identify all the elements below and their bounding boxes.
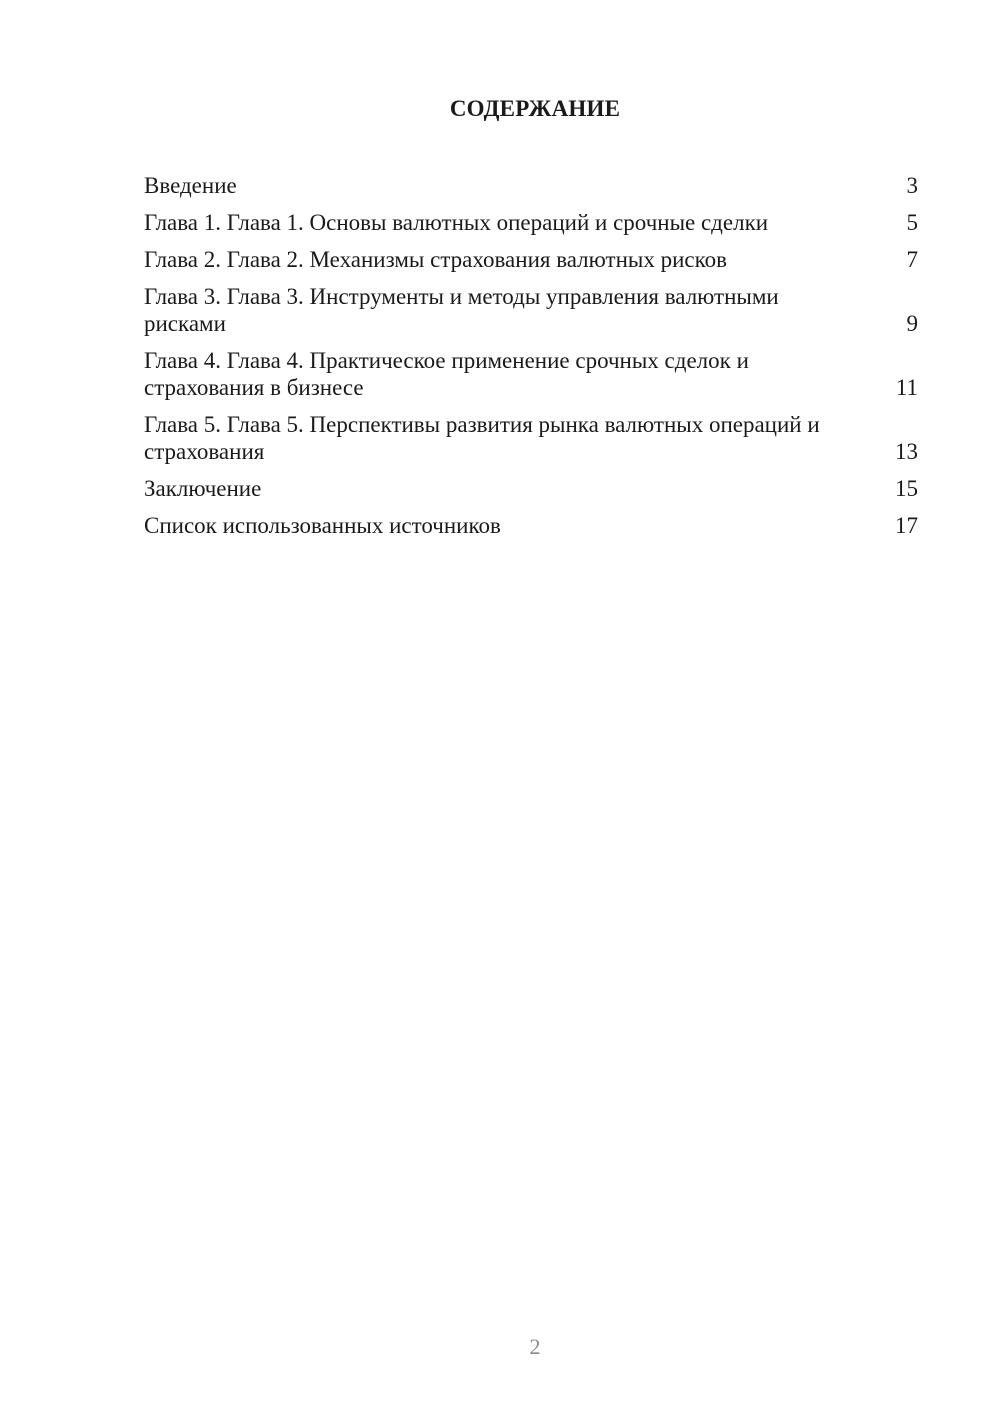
toc-entry-chapter-1 bbox=[144, 209, 918, 236]
toc-entry-references bbox=[144, 512, 918, 539]
toc-entry-chapter-2 bbox=[144, 246, 918, 273]
toc-entry-label: Глава 4. Глава 4. Практическое применение срочных сделок и страхования в бизнесе bbox=[144, 348, 749, 400]
table-of-contents bbox=[144, 172, 918, 549]
toc-entry-label: Заключение bbox=[144, 476, 262, 501]
toc-entry-page: 5 bbox=[906, 210, 918, 235]
toc-entry-label: Список использованных источников bbox=[144, 513, 501, 538]
toc-entry-chapter-3 bbox=[144, 283, 918, 337]
toc-entry-introduction bbox=[144, 172, 918, 199]
toc-entry-chapter-4 bbox=[144, 347, 918, 401]
toc-entry-page: 7 bbox=[906, 247, 918, 272]
toc-entry-page: 13 bbox=[895, 439, 918, 464]
toc-entry-page: 15 bbox=[895, 476, 918, 501]
toc-entry-chapter-5 bbox=[144, 411, 918, 465]
toc-entry-page: 17 bbox=[895, 513, 918, 538]
page-number: 2 bbox=[529, 1334, 541, 1359]
toc-entry-label: Глава 3. Глава 3. Инструменты и методы управления валютными рисками bbox=[144, 284, 779, 336]
toc-entry-page: 3 bbox=[906, 173, 918, 198]
toc-entry-page: 11 bbox=[895, 375, 918, 400]
toc-entry-label: Глава 2. Глава 2. Механизмы страхования валютных рисков bbox=[144, 247, 727, 272]
toc-entry-label: Глава 5. Глава 5. Перспективы развития рынка валютных операций и страхования bbox=[144, 412, 820, 464]
toc-entry-label: Глава 1. Глава 1. Основы валютных операций и срочные сделки bbox=[144, 210, 769, 235]
toc-entry-label: Введение bbox=[144, 173, 237, 198]
toc-entry-conclusion bbox=[144, 475, 918, 502]
toc-title: СОДЕРЖАНИЕ bbox=[449, 96, 621, 121]
toc-entry-page: 9 bbox=[906, 311, 918, 336]
